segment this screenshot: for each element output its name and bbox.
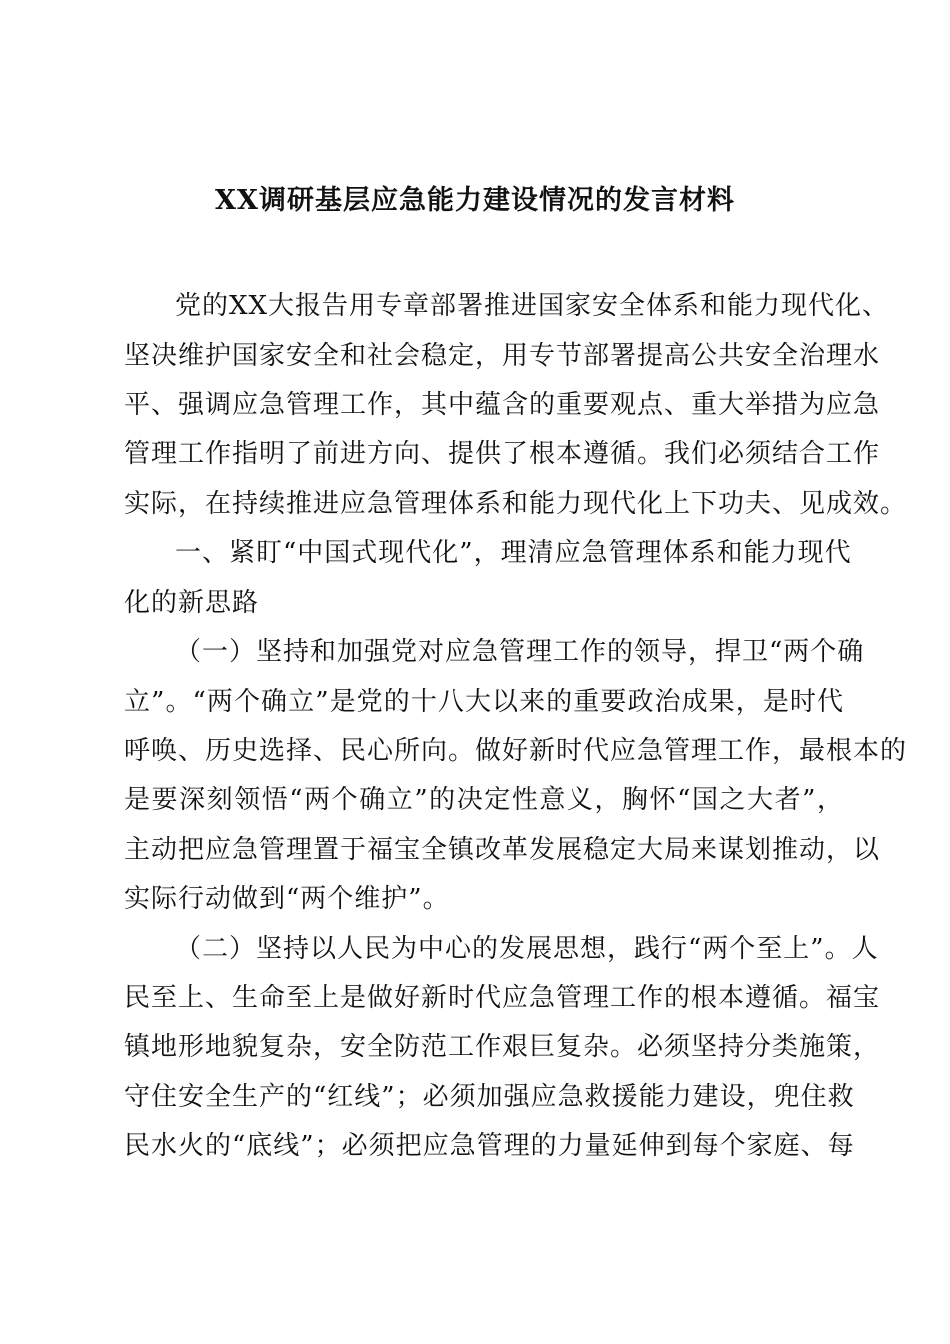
- document-title: XX调研基层应急能力建设情况的发言材料: [215, 185, 735, 216]
- paragraph-1-line-2: 坚决维护国家安全和社会稳定，用专节部署提高公共安全治理水: [124, 341, 881, 371]
- paragraph-1-line-1: 党的XX大报告用专章部署推进国家安全体系和能力现代化、: [175, 291, 890, 321]
- paragraph-3-line-4: 守住安全生产的“红线”；必须加强应急救援能力建设，兜住救: [124, 1082, 855, 1112]
- paragraph-3-line-2: 民至上、生命至上是做好新时代应急管理工作的根本遵循。福宝: [124, 983, 881, 1013]
- heading-1-line-2: 化的新思路: [124, 588, 260, 618]
- paragraph-2-line-4: 是要深刻领悟“两个确立”的决定性意义，胸怀“国之大者”，: [124, 785, 844, 815]
- paragraph-2-line-2: 立”。“两个确立”是党的十八大以来的重要政治成果，是时代: [124, 687, 844, 717]
- paragraph-2-line-6: 实际行动做到“两个维护”。: [124, 884, 450, 914]
- heading-1-line-1: 一、紧盯“中国式现代化”，理清应急管理体系和能力现代: [175, 538, 852, 568]
- paragraph-3-line-3: 镇地形地貌复杂，安全防范工作艰巨复杂。必须坚持分类施策，: [124, 1032, 881, 1062]
- paragraph-2-line-5: 主动把应急管理置于福宝全镇改革发展稳定大局来谋划推动，以: [124, 835, 881, 865]
- paragraph-1-line-4: 管理工作指明了前进方向、提供了根本遵循。我们必须结合工作: [124, 439, 881, 469]
- paragraph-3-line-1: （二）坚持以人民为中心的发展思想，践行“两个至上”。人: [175, 934, 879, 964]
- paragraph-1-line-5: 实际，在持续推进应急管理体系和能力现代化上下功夫、见成效。: [124, 489, 908, 519]
- paragraph-3-line-5: 民水火的“底线”；必须把应急管理的力量延伸到每个家庭、每: [124, 1131, 855, 1161]
- paragraph-2-line-3: 呼唤、历史选择、民心所向。做好新时代应急管理工作，最根本的: [124, 736, 908, 766]
- paragraph-1-line-3: 平、强调应急管理工作，其中蕴含的重要观点、重大举措为应急: [124, 390, 881, 420]
- paragraph-2-line-1: （一）坚持和加强党对应急管理工作的领导，捍卫“两个确: [175, 637, 865, 667]
